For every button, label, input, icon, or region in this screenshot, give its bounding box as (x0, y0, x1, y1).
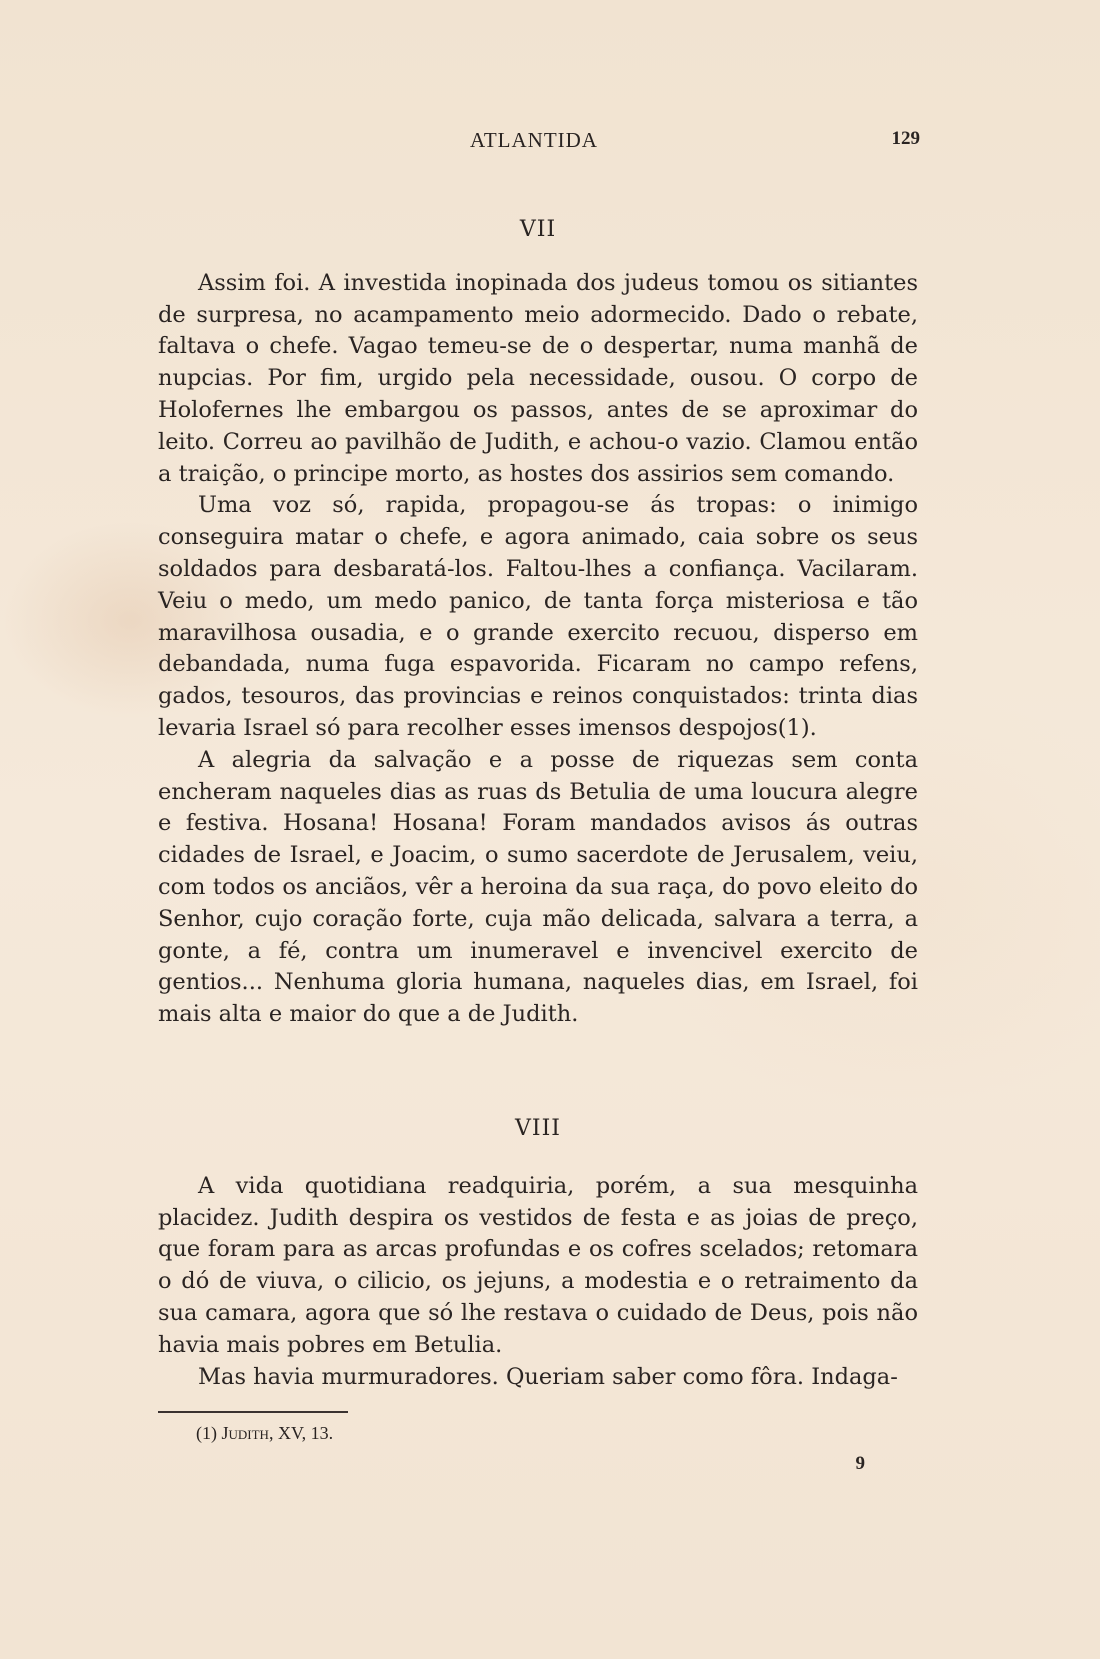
paragraph: A vida quotidiana readquiria, porém, a sua mesquinha placidez. Judith despira os vestidos de festa e as joias de preço, que foram para as arcas profundas e os cofres scelados; retomara o dó de viuva, o cilicio, os jejuns, a modestia e o retraimento da sua camara, agora que só lhe restava o cuidado de Deus, pois não havia mais pobres em Betulia. (158, 1172, 918, 1358)
section-heading: VII (519, 217, 557, 242)
footnote (196, 1423, 333, 1444)
paragraph: A alegria da salvação e a posse de riquezas sem conta encheram naqueles dias as ruas ds Betulia de uma loucura alegre e festiva. Hosana! Hosana! Foram mandados avisos ás outras cidades de Israel, e Joacim, o sumo sacerdote de Jerusalem, veiu, com todos os anciãos, vêr a heroina da sua raça, do povo eleito do Senhor, cujo coração forte, cuja mão delicada, salvara a terra, a gonte, a fé, contra um inumeravel e invencivel exercito de gentios... Nenhuma gloria humana, naqueles dias, em Israel, foi mais alta e maior do que a de Judith. (158, 746, 918, 1028)
footnote-rule (158, 1411, 348, 1413)
page-number: 129 (891, 128, 920, 149)
paragraph (158, 490, 918, 744)
running-title: ATLANTIDA (470, 128, 598, 152)
section-vii (158, 214, 918, 1031)
signature-mark: 9 (855, 1453, 865, 1474)
running-head (0, 128, 1100, 158)
paragraph: Assim foi. A investida inopinada dos judeus tomou os sitiantes de surpresa, no acampamento meio adormecido. Dado o rebate, faltava o chefe. Vagao temeu-se de o despertar, numa manhã de nupcias. Por fim, urgido pela necessidade, ousou. O corpo de Holofernes lhe embargou os passos, antes de se aproximar do leito. Correu ao pavilhão de Judith, e achou-o vazio. Clamou então a traição, o principe morto, as hostes dos assirios sem comando. (158, 269, 918, 487)
footnote-citation: , XV, 13. (268, 1423, 334, 1443)
footnote-reference: (1). (777, 714, 817, 741)
paragraph: Mas havia murmuradores. Queriam saber como fôra. Indaga- (198, 1363, 898, 1390)
section-viii (158, 1113, 918, 1393)
paragraph-text: Uma voz só, rapida, propagou-se ás tropas: o inimigo conseguira matar o chefe, e agora animado, caia sobre os seus soldados para desbaratá-los. Faltou-lhes a confiança. Vacilaram. Veiu o medo, um medo panico, de tanta força misteriosa e tão maravilhosa ousadia, e o grande exercito recuou, disperso em debandada, numa fuga espavorida. Ficaram no campo refens, gados, tesouros, das provincias e reinos conquistados: trinta dias levaria Israel só para recolher esses imensos despojos (158, 492, 918, 741)
footnote-marker: (1) (196, 1423, 217, 1443)
section-heading: VIII (515, 1116, 561, 1141)
footnote-source: Judith (221, 1423, 269, 1443)
